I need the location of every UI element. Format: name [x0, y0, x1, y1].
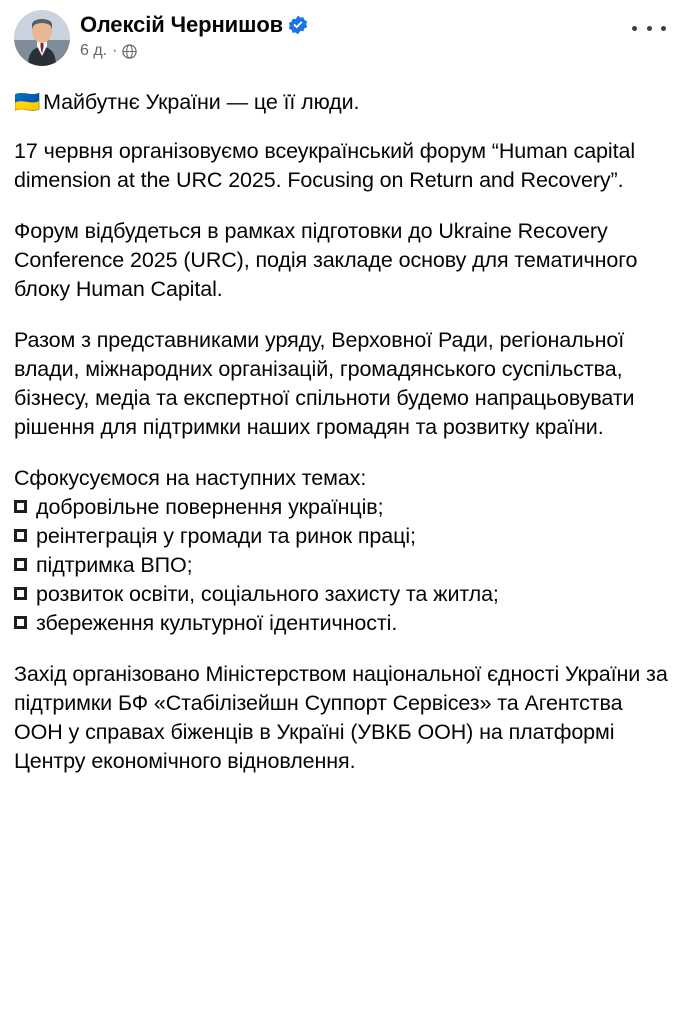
- meta-separator: ·: [112, 42, 118, 59]
- list-item: [14, 522, 668, 551]
- square-bullet-icon: [14, 558, 27, 571]
- post-paragraph-4: Захід організовано Міністерством національної єдності України за підтримки БФ «Стабілізейшн Суппорт Сервісез» та Агентства ООН у справах біженців в Україні (УВКБ ООН) на платформі Центру економічного відновлення.: [14, 662, 668, 773]
- list-item: [14, 493, 668, 522]
- headline-text: Майбутнє України — це її люди.: [43, 90, 360, 114]
- list-item-label: розвиток освіти, соціального захисту та житла;: [36, 582, 499, 606]
- post-paragraph-3: Разом з представниками уряду, Верховної Ради, регіональної влади, міжнародних організацій, громадянського суспільства, бізнесу, медіа та експертної спільноти будемо напрацьовувати рішення для підтримки наших громадян та розвитку країни.: [14, 328, 635, 439]
- ukraine-flag-icon: 🇺🇦: [14, 91, 41, 114]
- post-meta: [80, 41, 308, 61]
- post-list-intro: Сфокусуємося на наступних темах:: [14, 466, 367, 490]
- post-header-text: [80, 10, 308, 61]
- list-item-label: добровільне повернення українців;: [36, 495, 384, 519]
- square-bullet-icon: [14, 500, 27, 513]
- author-name[interactable]: Олексій Чернишов: [80, 12, 284, 37]
- list-item-label: збереження культурної ідентичності.: [36, 611, 398, 635]
- square-bullet-icon: [14, 616, 27, 629]
- author-row: [80, 12, 308, 38]
- list-item-label: реінтеграція у громади та ринок праці;: [36, 524, 416, 548]
- topics-list: [14, 493, 668, 638]
- avatar[interactable]: [14, 10, 70, 66]
- post-timestamp[interactable]: 6 д.: [80, 42, 108, 59]
- square-bullet-icon: [14, 529, 27, 542]
- list-item: [14, 580, 668, 609]
- post-header: [14, 10, 668, 72]
- list-item: [14, 551, 668, 580]
- post-paragraph-2: Форум відбудеться в рамках підготовки до Ukraine Recovery Conference 2025 (URC), подія закладе основу для тематичного блоку Human Capital.: [14, 219, 638, 301]
- square-bullet-icon: [14, 587, 27, 600]
- verified-badge-icon: [288, 15, 308, 35]
- list-item-label: підтримка ВПО;: [36, 553, 193, 577]
- ellipsis-icon[interactable]: [632, 18, 666, 38]
- post-content: [14, 88, 668, 798]
- post-paragraph-1: 17 червня організовуємо всеукраїнський форум “Human capital dimension at the URC 2025. Focusing on Return and Recovery”.: [14, 139, 635, 192]
- list-item: [14, 609, 668, 638]
- post-headline: [14, 88, 668, 117]
- globe-icon[interactable]: [122, 44, 137, 59]
